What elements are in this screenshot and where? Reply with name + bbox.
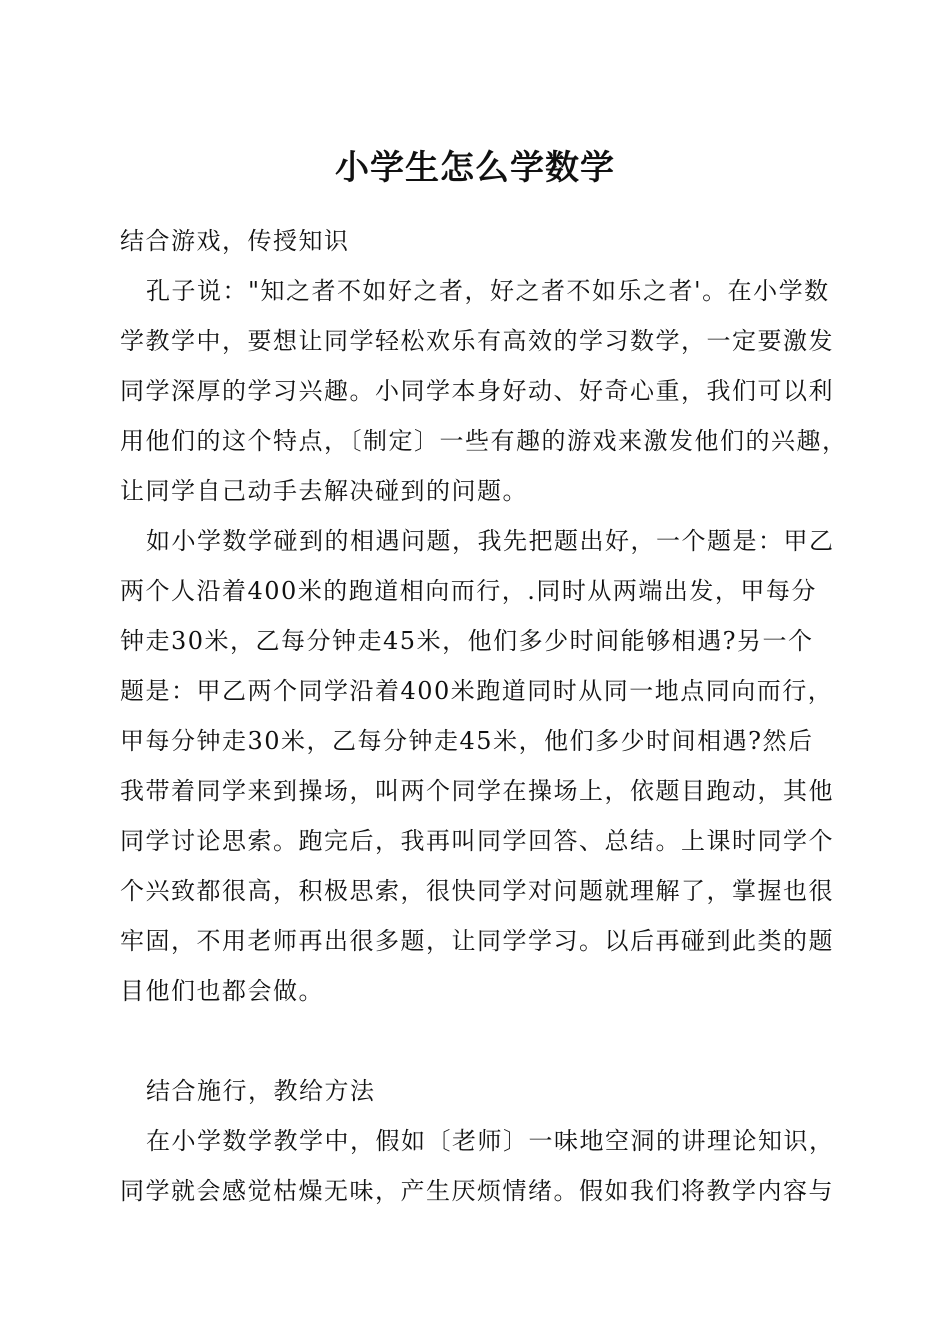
paragraph-line: 牢固，不用老师再出很多题，让同学学习。以后再碰到此类的题 <box>120 927 834 955</box>
paragraph-line: 让同学自己动手去解决碰到的问题。 <box>120 477 528 505</box>
paragraph-line: 钟走30米，乙每分钟走45米，他们多少时间能够相遇?另一个 <box>120 627 814 655</box>
paragraph-line: 题是：甲乙两个同学沿着400米跑道同时从同一地点同向而行， <box>120 677 834 705</box>
paragraph-line: 同学深厚的学习兴趣。小同学本身好动、好奇心重，我们可以利 <box>120 377 834 405</box>
section-1 <box>120 216 850 1016</box>
paragraph-line: 个兴致都很高，积极思索，很快同学对问题就理解了，掌握也很 <box>120 877 834 905</box>
paragraph-line: 如小学数学碰到的相遇问题，我先把题出好，一个题是：甲乙 <box>146 527 835 555</box>
paragraph-line: 孔子说："知之者不如好之者，好之者不如乐之者'。在小学数 <box>146 277 830 305</box>
paragraph-line: 学教学中，要想让同学轻松欢乐有高效的学习数学，一定要激发 <box>120 327 834 355</box>
paragraph-line: 同学就会感觉枯燥无味，产生厌烦情绪。假如我们将教学内容与 <box>120 1177 834 1205</box>
section-heading: 结合游戏，传授知识 <box>120 227 350 255</box>
paragraph-line: 甲每分钟走30米，乙每分钟走45米，他们多少时间相遇?然后 <box>120 727 814 755</box>
paragraph-line: 我带着同学来到操场，叫两个同学在操场上，依题目跑动，其他 <box>120 777 834 805</box>
paragraph-line: 同学讨论思索。跑完后，我再叫同学回答、总结。上课时同学个 <box>120 827 834 855</box>
paragraph-line: 用他们的这个特点，〔制定〕一些有趣的游戏来激发他们的兴趣， <box>120 427 848 455</box>
paragraph-line: 在小学数学教学中，假如〔老师〕一味地空洞的讲理论知识， <box>146 1127 835 1155</box>
paragraph-line: 目他们也都会做。 <box>120 977 324 1005</box>
section-2 <box>120 1066 850 1216</box>
document-title: 小学生怎么学数学 <box>335 148 615 188</box>
section-heading: 结合施行，教给方法 <box>146 1077 376 1105</box>
paragraph-line: 两个人沿着400米的跑道相向而行，.同时从两端出发，甲每分 <box>120 577 817 605</box>
